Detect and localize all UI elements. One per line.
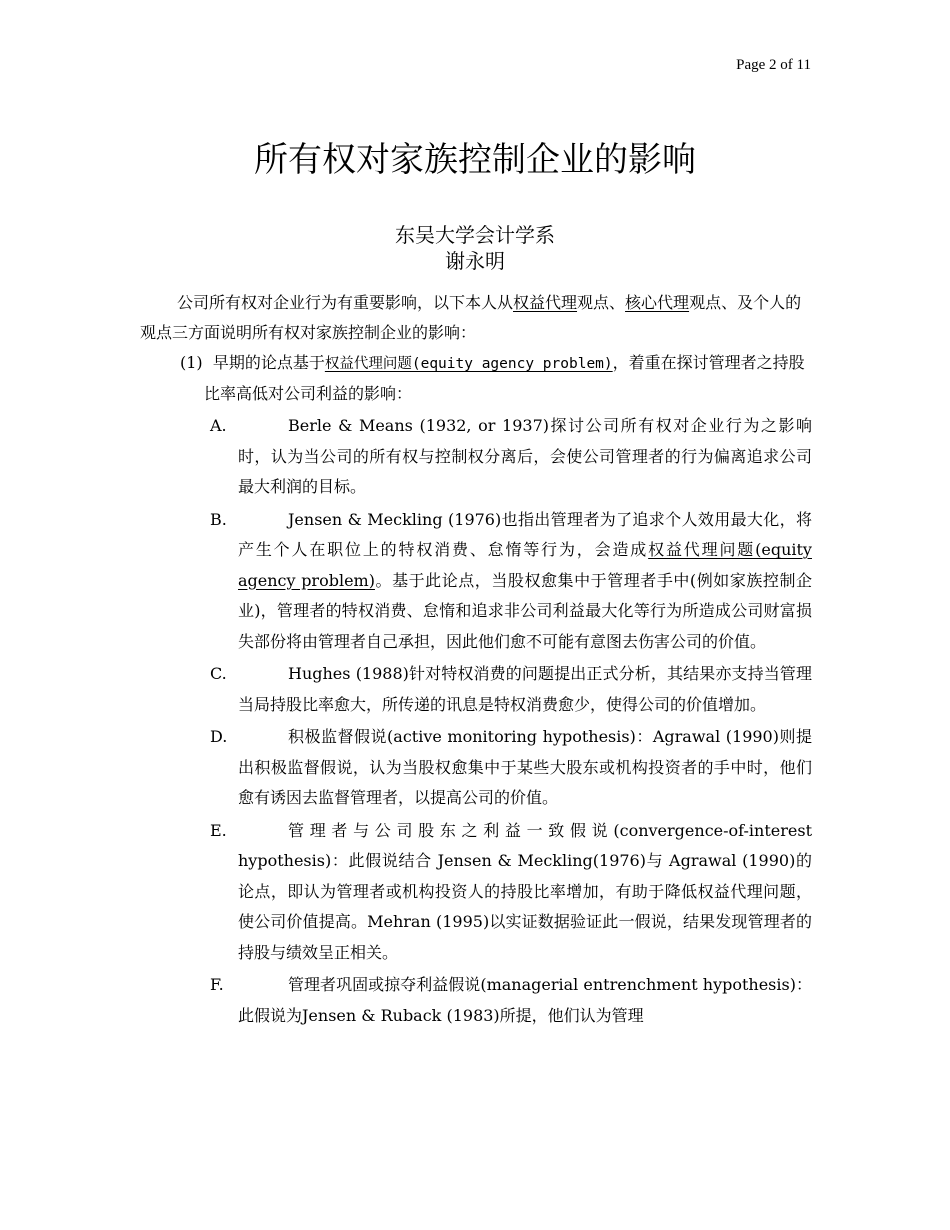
sub-item-text: 积极监督假说(active monitoring hypothesis)：Agrawal (1990)则提出积极监督假说，认为当股权愈集中于某些大股东或机构投资者的手中时，他们愈有诱因去监督管理者，以提高公司的价值。 <box>238 727 812 807</box>
sub-item-text: 管理者巩固或掠夺利益假说(managerial entrenchment hypothesis)：此假说为Jensen & Ruback (1983)所提，他们认为管理 <box>238 975 812 1025</box>
sub-item-c <box>210 659 812 720</box>
sub-item-text: Hughes (1988)针对特权消费的问题提出正式分析，其结果亦支持当管理当局持股比率愈大，所传递的讯息是特权消费愈少，使得公司的价值增加。 <box>238 664 812 714</box>
sub-item-label: D. <box>210 727 228 746</box>
sub-item-d <box>210 722 812 814</box>
intro-paragraph: 公司所有权对企业行为有重要影响，以下本人从权益代理观点、核心代理观点、及个人的观点三方面说明所有权对家族控制企业的影响： <box>140 293 802 342</box>
author-department: 东吴大学会计学系 <box>395 223 555 247</box>
sub-item-text: Berle & Means (1932, or 1937)探讨公司所有权对企业行为之影响时，认为当公司的所有权与控制权分离后，会使公司管理者的行为偏离追求公司最大利润的目标。 <box>238 416 812 496</box>
sub-item-e <box>210 816 812 969</box>
sub-item-label: A. <box>210 416 227 435</box>
sub-item-b <box>210 505 813 658</box>
list-item-number: (1) <box>180 353 203 372</box>
equity-agency-problem-link[interactable]: 权益代理问题(equity agency problem) <box>324 356 613 372</box>
document-body <box>140 288 812 1031</box>
sub-item-f <box>210 970 812 1031</box>
sub-item-a <box>210 411 812 503</box>
sub-item-label: F. <box>210 975 224 994</box>
document-title: 所有权对家族控制企业的影响 <box>254 140 696 180</box>
sub-item-text: Jensen & Meckling (1976)也指出管理者为了追求个人效用最大化，将产生个人在职位上的特权消费、怠惰等行为，会造成权益代理问题(equity agency problem)。基于此论点，当股权愈集中于管理者手中(例如家族控制企业)，管理者的特权消费、怠惰和追求非公司利益最大化等行为所造成公司财富损失部份将由管理者自己承担，因此他们愈不可能有意图去伤害公司的价值。 <box>238 509 813 651</box>
sub-item-label: E. <box>210 820 227 840</box>
list-item-1: (1) 早期的论点基于权益代理问题(equity agency problem)，着重在探讨管理者之持股比率高低对公司利益的影响： <box>180 353 805 403</box>
sub-item-label: B. <box>210 509 227 529</box>
page-number: Page 2 of 11 <box>736 57 811 73</box>
sub-item-text: 管理者与公司股东之利益一致假说(convergence-of-interest hypothesis)：此假说结合 Jensen & Meckling(1976)与 Agrawal (1990)的论点，即认为管理者或机构投资人的持股比率增加，有助于降低权益代理问题，使公司价值提高。Mehran (1995)以实证数据验证此一假说，结果发现管理者的持股与绩效呈正相关。 <box>238 820 812 962</box>
equity-agency-link[interactable]: 权益代理 <box>513 293 578 312</box>
author-name: 谢永明 <box>445 249 505 273</box>
equity-agency-problem-link[interactable]: 权益代理问题(equity agency problem) <box>238 540 812 590</box>
sub-item-label: C. <box>210 664 227 683</box>
core-agency-link[interactable]: 核心代理 <box>625 293 690 312</box>
